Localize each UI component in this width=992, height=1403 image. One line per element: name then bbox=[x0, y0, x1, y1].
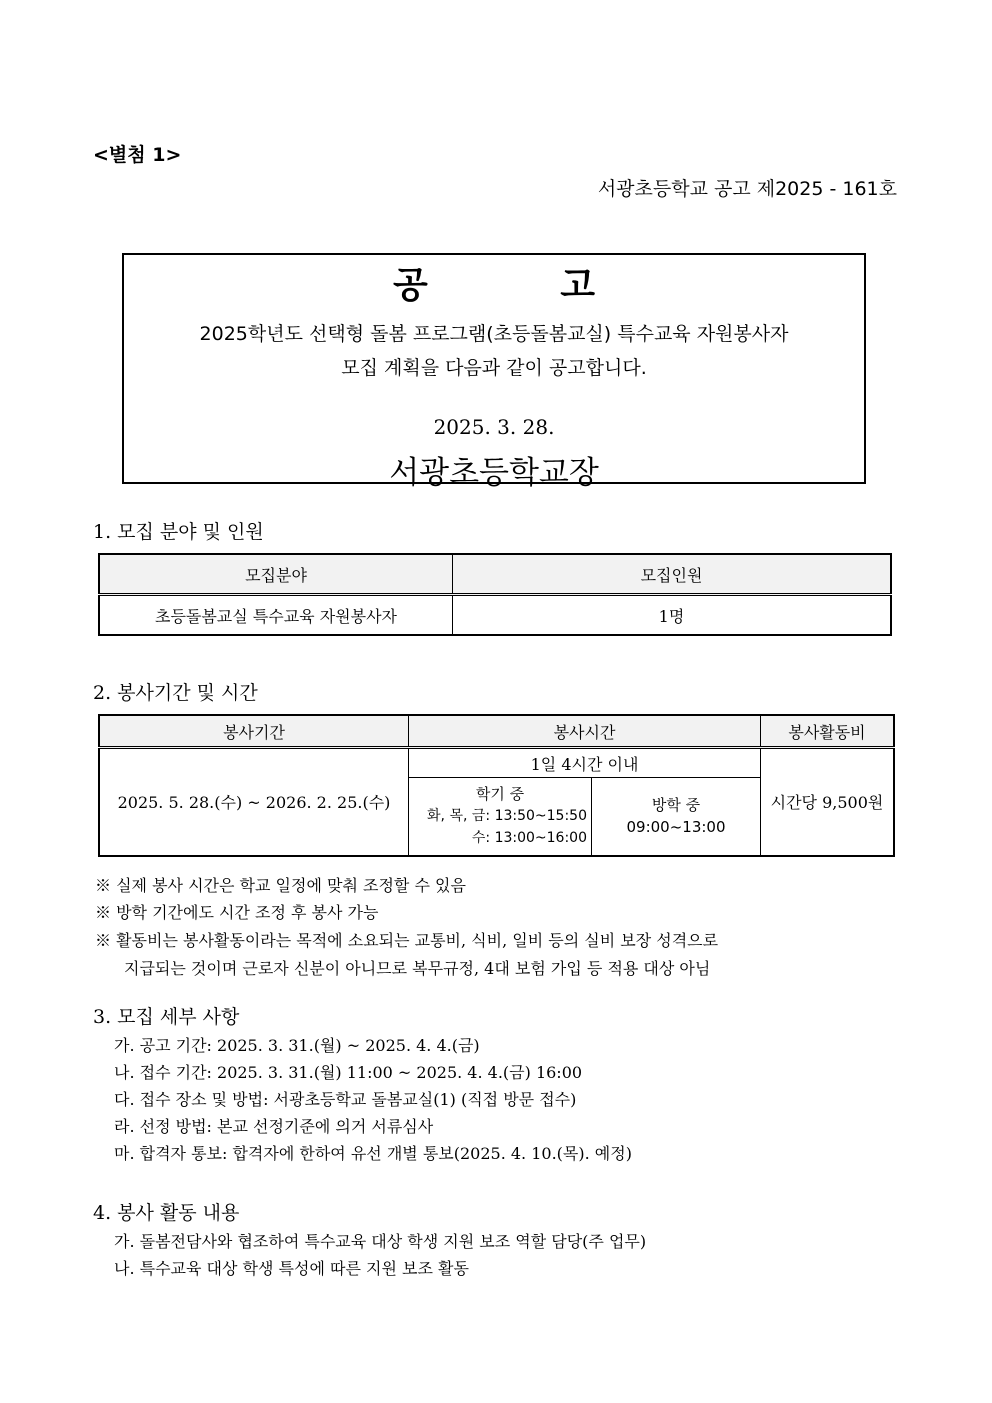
notice-box bbox=[122, 253, 866, 491]
section-4-title: 4. 봉사 활동 내용 bbox=[93, 1202, 240, 1224]
activity-item: 가. 돌봄전담사와 협조하여 특수교육 대상 학생 지원 보조 역할 담당(주 업무) bbox=[114, 1232, 647, 1251]
notice-line-2: 모집 계획을 다음과 같이 공고합니다. bbox=[341, 357, 647, 379]
note-3-cont: 지급되는 것이며 근로자 신분이 아니므로 복무규정, 4대 보험 가입 등 적용 대상 아님 bbox=[124, 959, 711, 978]
header-count: 모집인원 bbox=[453, 554, 892, 595]
cell-vacation bbox=[592, 778, 761, 856]
vacation-label: 방학 중 bbox=[651, 796, 701, 815]
section-2-title: 2. 봉사기간 및 시간 bbox=[93, 682, 258, 704]
semester-line-2: 수: 13:00~16:00 bbox=[471, 830, 587, 847]
notice-title: 공 고 bbox=[392, 265, 656, 306]
semester-line-1: 화, 목, 금: 13:50~15:50 bbox=[427, 808, 587, 825]
cell-count: 1명 bbox=[453, 595, 892, 636]
recruit-table bbox=[98, 553, 892, 636]
attachment-label: <별첨 1> bbox=[93, 144, 182, 166]
detail-item: 나. 접수 기간: 2025. 3. 31.(월) 11:00 ~ 2025. 4. 4.(금) 16:00 bbox=[114, 1063, 583, 1082]
cell-pay: 시간당 9,500원 bbox=[761, 748, 895, 856]
header-time: 봉사시간 bbox=[409, 715, 761, 748]
detail-item: 가. 공고 기간: 2025. 3. 31.(월) ~ 2025. 4. 4.(금) bbox=[114, 1036, 480, 1055]
header-pay: 봉사활동비 bbox=[761, 715, 895, 748]
note-1: ※ 실제 봉사 시간은 학교 일정에 맞춰 조정할 수 있음 bbox=[95, 876, 466, 895]
notice-signer: 서광초등학교장 bbox=[389, 455, 599, 491]
note-3: ※ 활동비는 봉사활동이라는 목적에 소요되는 교통비, 식비, 일비 등의 실비 보장 성격으로 bbox=[95, 931, 719, 950]
detail-item: 라. 선정 방법: 본교 선정기준에 의거 서류심사 bbox=[114, 1117, 434, 1136]
cell-semester bbox=[409, 778, 592, 856]
activity-item: 나. 특수교육 대상 학생 특성에 따른 지원 보조 활동 bbox=[114, 1259, 469, 1278]
semester-label: 학기 중 bbox=[475, 785, 525, 804]
cell-time-limit: 1일 4시간 이내 bbox=[409, 748, 761, 778]
detail-item: 마. 합격자 통보: 합격자에 한하여 유선 개별 통보(2025. 4. 10.(목). 예정) bbox=[114, 1144, 632, 1163]
detail-item: 다. 접수 장소 및 방법: 서광초등학교 돌봄교실(1) (직접 방문 접수) bbox=[114, 1090, 577, 1109]
header-period: 봉사기간 bbox=[99, 715, 409, 748]
section-1-title: 1. 모집 분야 및 인원 bbox=[93, 521, 264, 543]
section-3-title: 3. 모집 세부 사항 bbox=[93, 1006, 240, 1028]
cell-field: 초등돌봄교실 특수교육 자원봉사자 bbox=[99, 595, 453, 636]
notice-line-1: 2025학년도 선택형 돌봄 프로그램(초등돌봄교실) 특수교육 자원봉사자 bbox=[199, 323, 789, 345]
cell-period: 2025. 5. 28.(수) ~ 2026. 2. 25.(수) bbox=[99, 748, 409, 856]
schedule-table bbox=[98, 714, 895, 857]
vacation-time: 09:00~13:00 bbox=[626, 818, 726, 837]
note-2: ※ 방학 기간에도 시간 조정 후 봉사 가능 bbox=[95, 903, 379, 922]
notice-number: 서광초등학교 공고 제2025 - 161호 bbox=[597, 178, 897, 200]
header-field: 모집분야 bbox=[99, 554, 453, 595]
notice-date: 2025. 3. 28. bbox=[433, 415, 555, 439]
